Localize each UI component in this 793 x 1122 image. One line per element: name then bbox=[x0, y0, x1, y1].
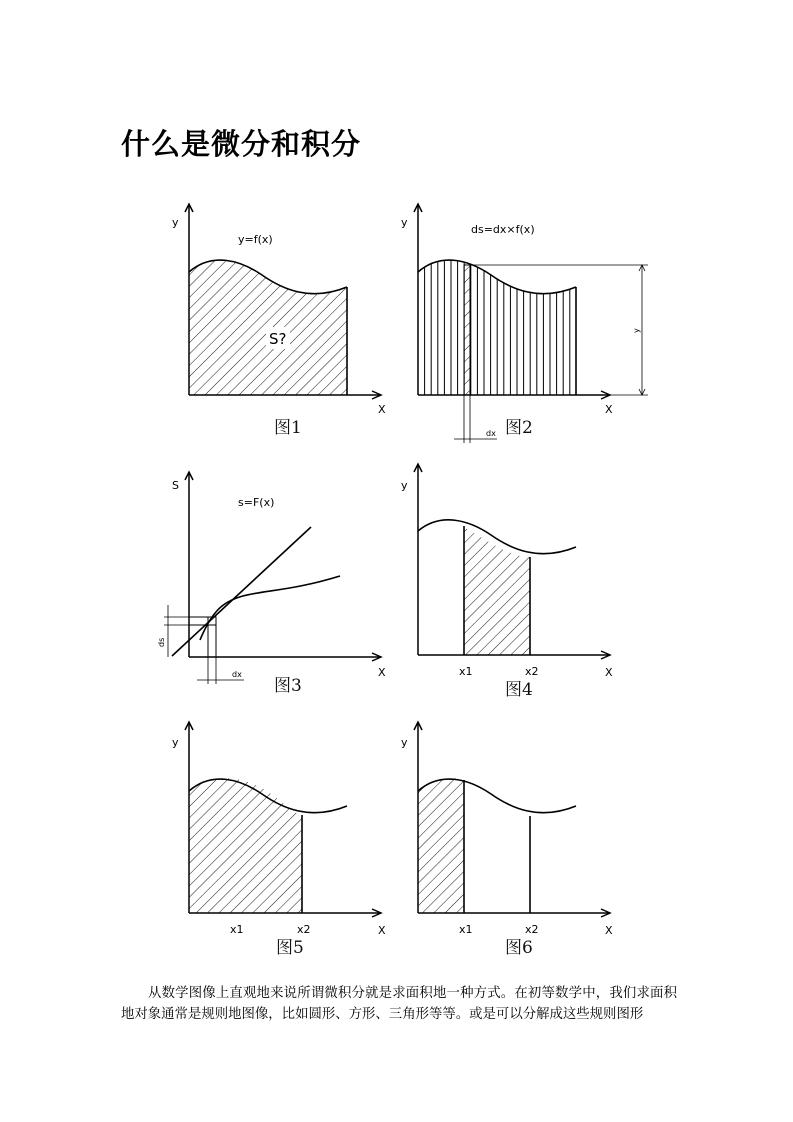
x1-label: x1 bbox=[459, 665, 473, 678]
caption: 图5 bbox=[276, 938, 304, 958]
x-label: X bbox=[605, 666, 613, 679]
dx-label: dx bbox=[232, 670, 242, 679]
function-label: s=F(x) bbox=[238, 496, 275, 509]
x2-label: x2 bbox=[525, 923, 539, 936]
function-label: ds=dx×f(x) bbox=[471, 223, 535, 236]
dimension-y-label: y bbox=[632, 328, 641, 333]
body-paragraph: 从数学图像上直观地来说所谓微积分就是求面积地一种方式。在初等数学中，我们求面积地对象通常是规则地图像，比如圆形、方形、三角形等等。或是可以分解成这些规则图形 bbox=[121, 986, 677, 1022]
y-label: y bbox=[172, 216, 179, 229]
x-label: X bbox=[378, 403, 386, 416]
y-label: S bbox=[172, 479, 179, 492]
figure-4 bbox=[401, 464, 613, 700]
page-title: 什么是微分和积分 bbox=[121, 127, 362, 161]
x-label: X bbox=[378, 924, 386, 937]
x-label: X bbox=[605, 924, 613, 937]
function-label: y=f(x) bbox=[238, 233, 273, 246]
area-hatch bbox=[189, 770, 303, 914]
caption: 图2 bbox=[505, 418, 533, 438]
x1-label: x1 bbox=[230, 923, 244, 936]
area-hatch bbox=[464, 520, 530, 656]
area-hatch bbox=[189, 250, 349, 396]
caption: 图3 bbox=[274, 676, 302, 696]
dx-label: dx bbox=[486, 429, 496, 438]
x1-label: x1 bbox=[459, 923, 473, 936]
y-label: y bbox=[401, 479, 408, 492]
figure-2 bbox=[401, 204, 648, 443]
highlight-strip bbox=[464, 265, 470, 395]
area-hatch bbox=[418, 770, 465, 914]
y-label: y bbox=[172, 736, 179, 749]
x2-label: x2 bbox=[297, 923, 311, 936]
x2-label: x2 bbox=[525, 665, 539, 678]
caption: 图4 bbox=[505, 680, 533, 700]
caption: 图6 bbox=[505, 938, 533, 958]
x-label: X bbox=[378, 666, 386, 679]
area-label: S? bbox=[269, 330, 287, 348]
vertical-strips bbox=[418, 260, 570, 395]
ds-label: ds bbox=[157, 637, 166, 647]
tangent-line bbox=[172, 527, 311, 656]
caption: 图1 bbox=[274, 418, 302, 438]
figure-6 bbox=[401, 722, 613, 958]
figure-3 bbox=[157, 472, 386, 696]
y-label: y bbox=[401, 216, 408, 229]
figure-5 bbox=[172, 722, 386, 958]
x-label: X bbox=[605, 403, 613, 416]
figure-1 bbox=[172, 204, 386, 438]
curve bbox=[200, 576, 340, 640]
y-label: y bbox=[401, 736, 408, 749]
